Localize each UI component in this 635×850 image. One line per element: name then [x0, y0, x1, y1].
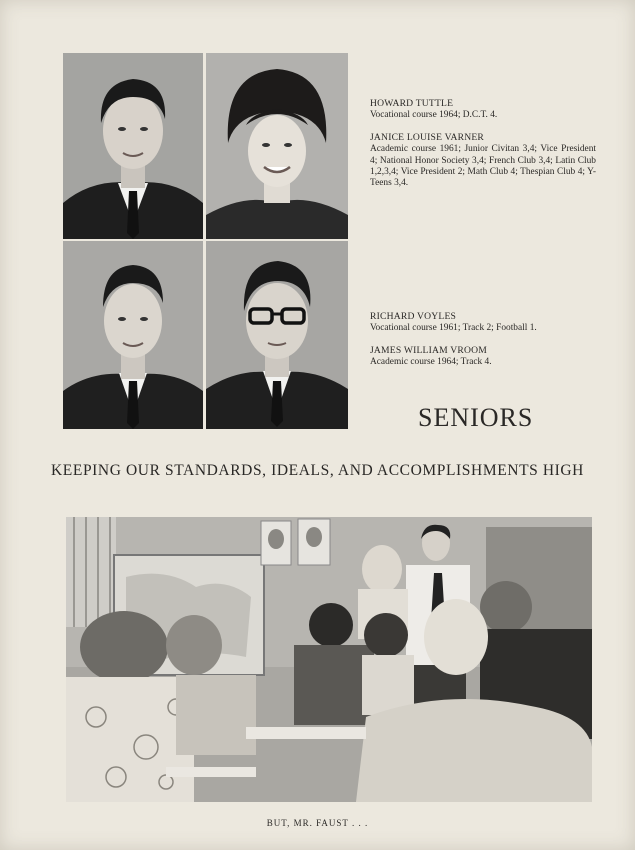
portrait-photo-janice-varner [206, 53, 348, 239]
student-details: Vocational course 1961; Track 2; Football 1. [370, 323, 537, 334]
bio-block-bottom [370, 311, 596, 379]
portrait-photo-richard-voyles [63, 241, 203, 429]
bio-entry [370, 345, 596, 369]
student-details: Vocational course 1964; D.C.T. 4. [370, 110, 498, 121]
student-details: Academic course 1961; Junior Civitan 3,4; Vice President 4; National Honor Society 3,4; French Club 3,4; Latin Club 1,2,3,4; Vice President 2; Math Club 4; Thespian Club 4; Y-Teens 3,4. [370, 144, 596, 189]
portrait-photo-howard-tuttle [63, 53, 203, 239]
section-title: SENIORS [418, 403, 534, 432]
bio-entry [370, 98, 596, 122]
student-name: JAMES WILLIAM VROOM [370, 344, 487, 356]
portrait-photo-james-vroom [206, 241, 348, 429]
bio-block-top [370, 98, 596, 200]
bio-entry [370, 132, 596, 190]
page-headline: KEEPING OUR STANDARDS, IDEALS, AND ACCOMPLISHMENTS HIGH [51, 462, 584, 479]
student-name: RICHARD VOYLES [370, 311, 457, 322]
bio-entry [370, 311, 596, 335]
student-name: JANICE LOUISE VARNER [370, 131, 484, 143]
classroom-photo [66, 517, 592, 802]
student-name: HOWARD TUTTLE [370, 98, 454, 109]
student-details: Academic course 1964; Track 4. [370, 357, 492, 368]
photo-caption: BUT, MR. FAUST . . . [266, 818, 369, 828]
